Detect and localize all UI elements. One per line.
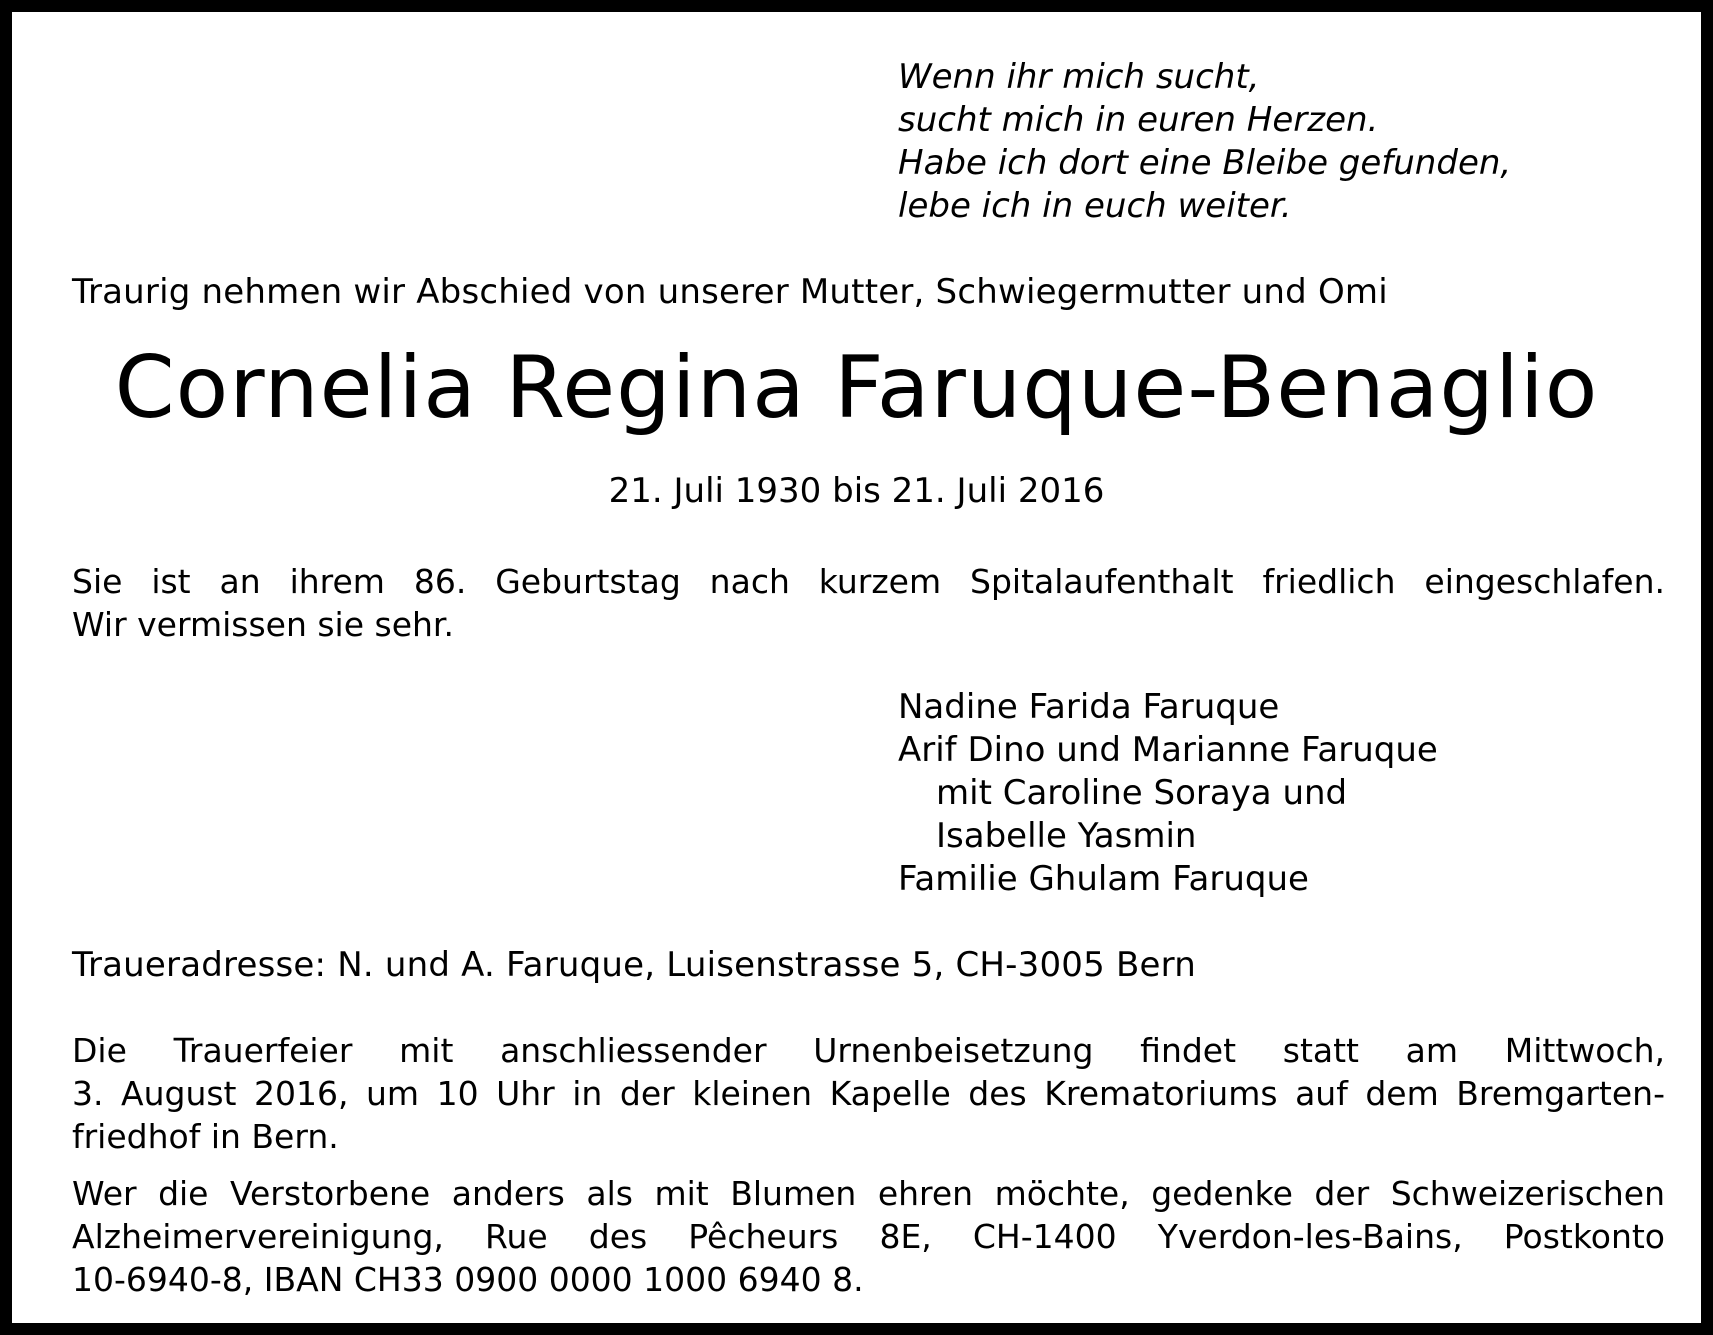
donation-line: Alzheimervereinigung, Rue des Pêcheurs 8E, CH-1400 Yverdon-les-Bains, Postkonto — [72, 1217, 1665, 1256]
verse-line: Wenn ihr mich sucht, — [898, 57, 1260, 97]
ceremony-line: friedhof in Bern. — [72, 1117, 339, 1156]
signer-name: Isabelle Yasmin — [936, 816, 1197, 856]
verse — [898, 56, 1511, 228]
signers — [898, 686, 1438, 901]
signer-name: Nadine Farida Faruque — [898, 687, 1280, 727]
message-line: Sie ist an ihrem 86. Geburtstag nach kurzem Spitalaufenthalt friedlich eingeschlafen. — [72, 562, 1665, 601]
intro-text: Traurig nehmen wir Abschied von unserer Mutter, Schwiegermutter und Omi — [72, 272, 1388, 312]
verse-line: sucht mich in euren Herzen. — [898, 100, 1379, 140]
message — [72, 560, 1665, 646]
donation-info — [72, 1172, 1665, 1301]
donation-line: 10-6940-8, IBAN CH33 0900 0000 1000 6940 8. — [72, 1260, 864, 1299]
ceremony-line: Die Trauerfeier mit anschliessender Urnenbeisetzung findet statt am Mittwoch, — [72, 1031, 1665, 1070]
signer-name: Familie Ghulam Faruque — [898, 859, 1309, 899]
verse-line: Habe ich dort eine Bleibe gefunden, — [898, 143, 1512, 183]
verse-line: lebe ich in euch weiter. — [898, 186, 1292, 226]
signer-name: Arif Dino und Marianne Faruque — [898, 730, 1438, 770]
ceremony-line: 3. August 2016, um 10 Uhr in der kleinen Kapelle des Krematoriums auf dem Bremgarten- — [72, 1074, 1665, 1113]
donation-line: Wer die Verstorbene anders als mit Blumen ehren möchte, gedenke der Schweizerischen — [72, 1174, 1665, 1213]
message-line: Wir vermissen sie sehr. — [72, 605, 454, 644]
signer-name: mit Caroline Soraya und — [936, 773, 1348, 813]
ceremony-info — [72, 1029, 1665, 1158]
mourning-address: Traueradresse: N. und A. Faruque, Luisenstrasse 5, CH-3005 Bern — [72, 945, 1196, 985]
life-dates: 21. Juli 1930 bis 21. Juli 2016 — [608, 471, 1105, 511]
deceased-name: Cornelia Regina Faruque-Benaglio — [114, 338, 1599, 438]
